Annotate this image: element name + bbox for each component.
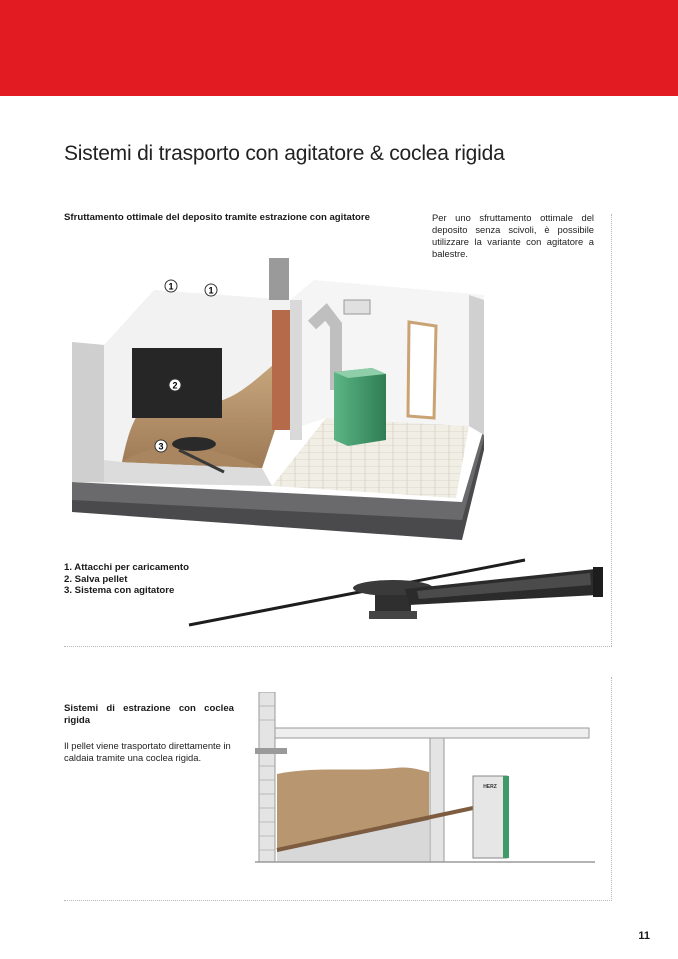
boiler-brand-label: HERZ xyxy=(483,784,497,790)
marker-3: 3 xyxy=(158,441,164,452)
section2-divider-vertical xyxy=(611,677,612,899)
header-band xyxy=(0,0,678,96)
legend-item-1: 1. Attacchi per caricamento xyxy=(64,562,189,573)
page-title: Sistemi di trasporto con agitatore & coclea rigida xyxy=(64,142,505,165)
auger-cross-section-illustration xyxy=(255,692,595,867)
section1-heading: Sfruttamento ottimale del deposito tramite estrazione con agitatore xyxy=(64,212,370,223)
section2-divider-horizontal xyxy=(64,900,612,901)
marker-1a: 1 xyxy=(168,281,174,292)
marker-1b: 1 xyxy=(208,285,214,296)
legend-item-2: 2. Salva pellet xyxy=(64,573,128,585)
page-number: 11 xyxy=(638,930,650,942)
legend xyxy=(64,562,189,597)
section1-divider-horizontal xyxy=(64,646,612,647)
legend-item-3: 3. Sistema con agitatore xyxy=(64,585,175,596)
section1-description: Per uno sfruttamento ottimale del deposito senza scivoli, è possibile utilizzare la variante con agitatore a balestre. xyxy=(432,212,594,259)
section2-description: Il pellet viene trasportato direttamente in caldaia tramite una coclea rigida. xyxy=(64,740,231,763)
section2-heading: Sistemi di estrazione con coclea rigida xyxy=(64,703,234,726)
marker-2: 2 xyxy=(172,380,178,391)
agitator-auger-illustration xyxy=(185,555,610,640)
storage-room-illustration xyxy=(64,250,494,550)
section1-divider-vertical xyxy=(611,214,612,646)
